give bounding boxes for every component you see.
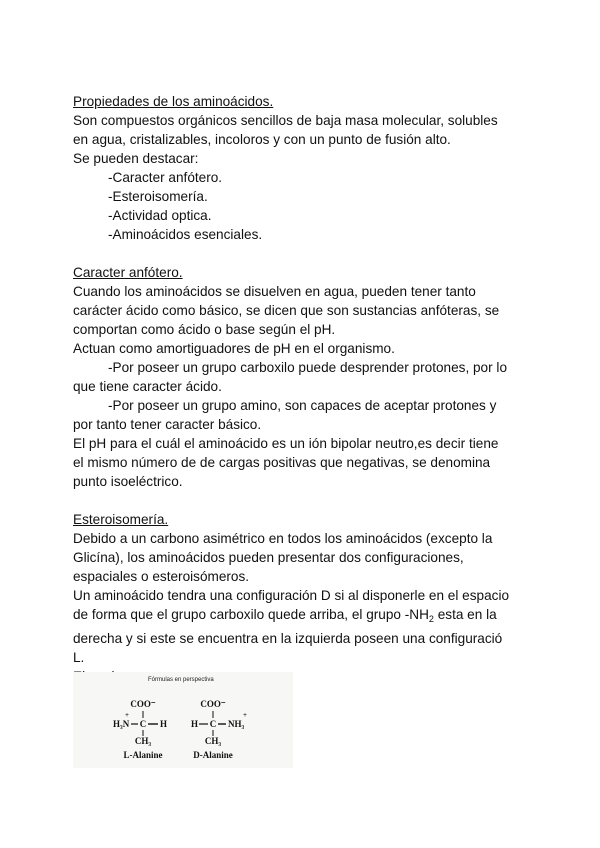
text-line: Son compuestos orgánicos sencillos de baja masa molecular, solubles (73, 113, 498, 128)
plus-sign: + (243, 711, 247, 719)
text-line: Actuan como amortiguadores de pH en el organismo. (73, 341, 395, 356)
list-item: -Caracter anfótero. (108, 170, 223, 185)
section-heading: Caracter anfótero. (73, 265, 183, 280)
list-item: -Aminoácidos esenciales. (108, 227, 263, 242)
text-line: el mismo número de de cargas positivas que negativas, se denomina (73, 455, 491, 470)
text-line: por tanto tener caracter básico. (73, 417, 262, 432)
text-line: que tiene caracter ácido. (73, 379, 222, 394)
section-heading: Esteroisomería. (73, 512, 169, 527)
list-item: -Esteroisomería. (108, 189, 208, 204)
left-center-atom: C (139, 719, 147, 729)
left-left-group: H₃N (113, 719, 130, 729)
left-top-group: COO⁻ (130, 699, 156, 709)
text-line: en agua, cristalizables, incoloros y con un punto de fusión alto. (73, 132, 451, 147)
text-line: Debido a un carbono asimétrico en todos los aminoácidos (excepto la (73, 531, 493, 546)
figure-caption: Fórmulas en perspectiva (148, 677, 214, 683)
alanine-figure (73, 672, 293, 768)
right-center-atom: C (209, 719, 217, 729)
list-item: -Actividad optica. (108, 208, 212, 223)
text-line: L. (73, 650, 85, 665)
alanine-diagram (73, 672, 293, 768)
text-line: derecha y si este se encuentra en la izquierda poseen una configuració (73, 631, 503, 646)
text-line: -Por poseer un grupo amino, son capaces de aceptar protones y (108, 398, 497, 413)
right-left-group: H (191, 719, 199, 729)
plus-sign: + (125, 711, 129, 719)
text-line: punto isoeléctrico. (73, 474, 183, 489)
right-bottom-group: CH₃ (204, 736, 222, 746)
right-name: D-Alanine (193, 750, 233, 760)
text-line: Un aminoácido tendra una configuración D si al disponerle en el espacio (73, 588, 510, 603)
left-bottom-group: CH₃ (134, 736, 152, 746)
text-line: comportan como ácido o base según el pH. (73, 322, 336, 337)
right-top-group: COO⁻ (200, 699, 226, 709)
text-fragment: de forma que el grupo carboxilo quede arriba, el grupo -NH (73, 607, 429, 622)
text-line: Glicína), los aminoácidos pueden presentar dos configuraciones, (73, 550, 464, 565)
text-line: Se pueden destacar: (73, 151, 199, 166)
text-line: El pH para el cuál el aminoácido es un ión bipolar neutro,es decir tiene (73, 436, 499, 451)
text-line: carácter ácido como básico, se dicen que son sustancias anfóteras, se (73, 303, 500, 318)
text-line: espaciales o esteroisómeros. (73, 569, 250, 584)
left-name: L-Alanine (123, 750, 163, 760)
section-heading: Propiedades de los aminoácidos. (73, 94, 274, 109)
subscript: 2 (428, 614, 434, 624)
left-right-group: H (160, 719, 168, 729)
text-line: -Por poseer un grupo carboxilo puede desprender protones, por lo (108, 360, 508, 375)
document-body (73, 92, 533, 686)
text-line: Cuando los aminoácidos se disuelven en agua, pueden tener tanto (73, 284, 476, 299)
text-fragment: esta en la (433, 607, 497, 622)
text-line-nh2 (73, 605, 533, 629)
right-right-group: NH₃ (228, 719, 245, 729)
